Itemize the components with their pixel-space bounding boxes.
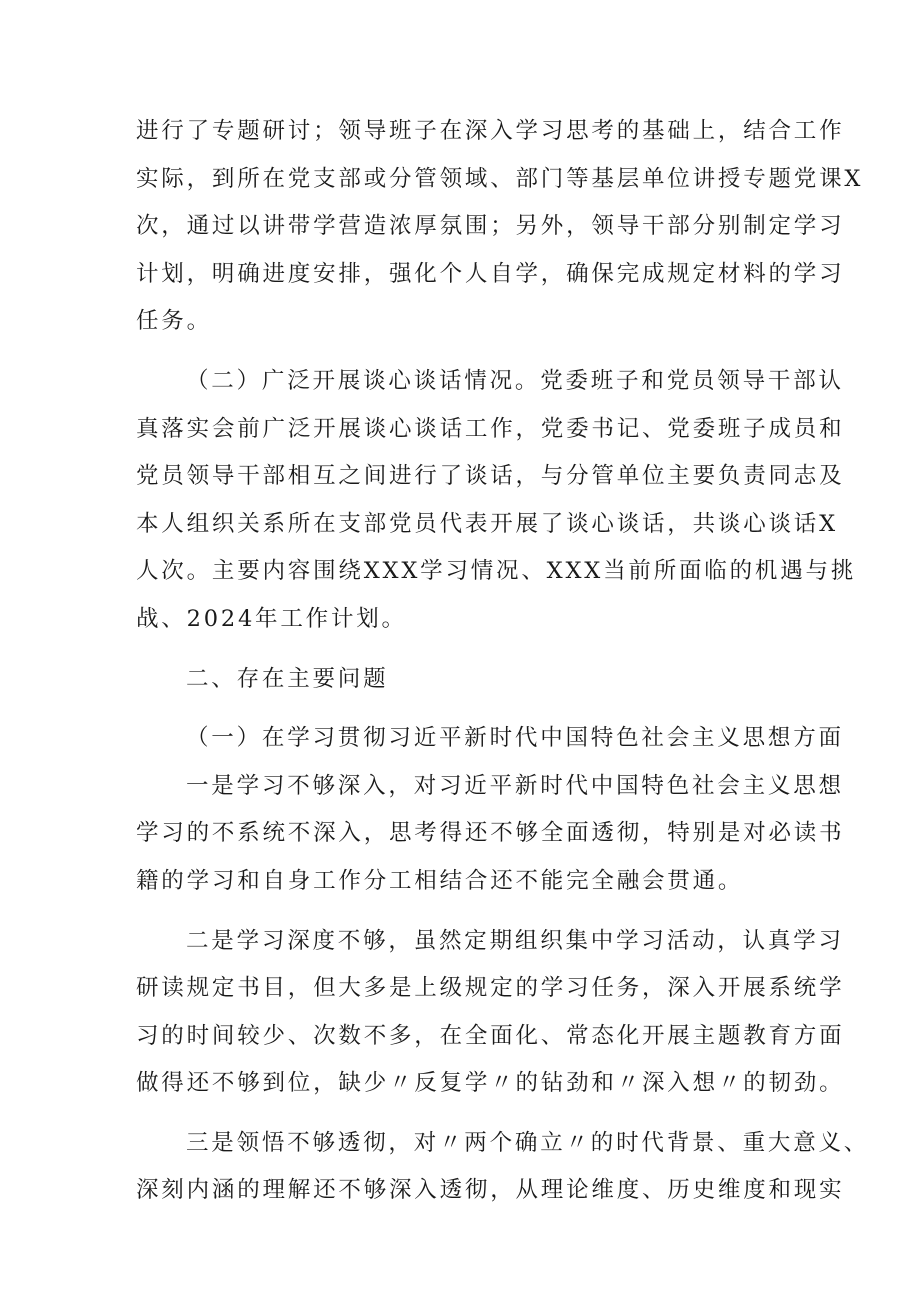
text-line: 深刻内涵的理解还不够深入透彻，从理论维度、历史维度和现实 — [136, 1177, 845, 1204]
text-line: 学习的不系统不深入，思考得还不够全面透彻，特别是对必读书 — [136, 820, 845, 847]
text-line: 三是领悟不够透彻，对〃两个确立〃的时代背景、重大意义、 — [186, 1129, 870, 1156]
paragraph-gap — [136, 703, 796, 715]
text-line: 进行了专题研讨；领导班子在深入学习思考的基础上，结合工作 — [136, 118, 845, 144]
text-line: 做得还不够到位，缺少〃反复学〃的钻劲和〃深入想〃的韧劲。 — [136, 1070, 845, 1097]
text-line: 人次。主要内容围绕XXX学习情况、XXX当前所面临的机遇与挑 — [136, 558, 857, 585]
paragraph-gap — [136, 906, 796, 918]
text-line: 真落实会前广泛开展谈心谈话工作，党委书记、党委班子成员和 — [136, 415, 845, 442]
paragraph-gap — [136, 1108, 796, 1120]
section-heading-main: 二、存在主要问题 — [186, 665, 389, 692]
paragraph-gap — [136, 346, 796, 358]
text-line: 研读规定书目，但大多是上级规定的学习任务，深入开展系统学 — [136, 975, 845, 1002]
paragraph-gap — [136, 644, 796, 656]
document-body — [136, 108, 870, 1215]
subsection-heading-1: （一）在学习贯彻习近平新时代中国特色社会主义思想方面 — [186, 725, 844, 752]
text-line: 任务。 — [136, 308, 212, 335]
text-line: 二是学习深度不够，虽然定期组织集中学习活动，认真学习 — [186, 927, 844, 954]
section-heading-2: （二）广泛开展谈心谈话情况。党委班子和党员领导干部认 — [186, 367, 844, 394]
text-line: 习的时间较少、次数不多，在全面化、常态化开展主题教育方面 — [136, 1022, 845, 1049]
text-line: 战、2024年工作计划。 — [136, 605, 407, 632]
text-line: 一是学习不够深入，对习近平新时代中国特色社会主义思想 — [186, 772, 844, 799]
text-line: 本人组织关系所在支部党员代表开展了谈心谈话，共谈心谈话X — [136, 510, 838, 537]
text-line: 党员领导干部相互之间进行了谈话，与分管单位主要负责同志及 — [136, 463, 845, 490]
text-line: 实际，到所在党支部或分管领域、部门等基层单位讲授专题党课X — [136, 165, 864, 192]
text-line: 次，通过以讲带学营造浓厚氛围；另外，领导干部分别制定学习 — [136, 213, 845, 240]
text-line: 计划，明确进度安排，强化个人自学，确保完成规定材料的学习 — [136, 260, 845, 287]
text-line: 籍的学习和自身工作分工相结合还不能完全融会贯通。 — [136, 867, 744, 894]
